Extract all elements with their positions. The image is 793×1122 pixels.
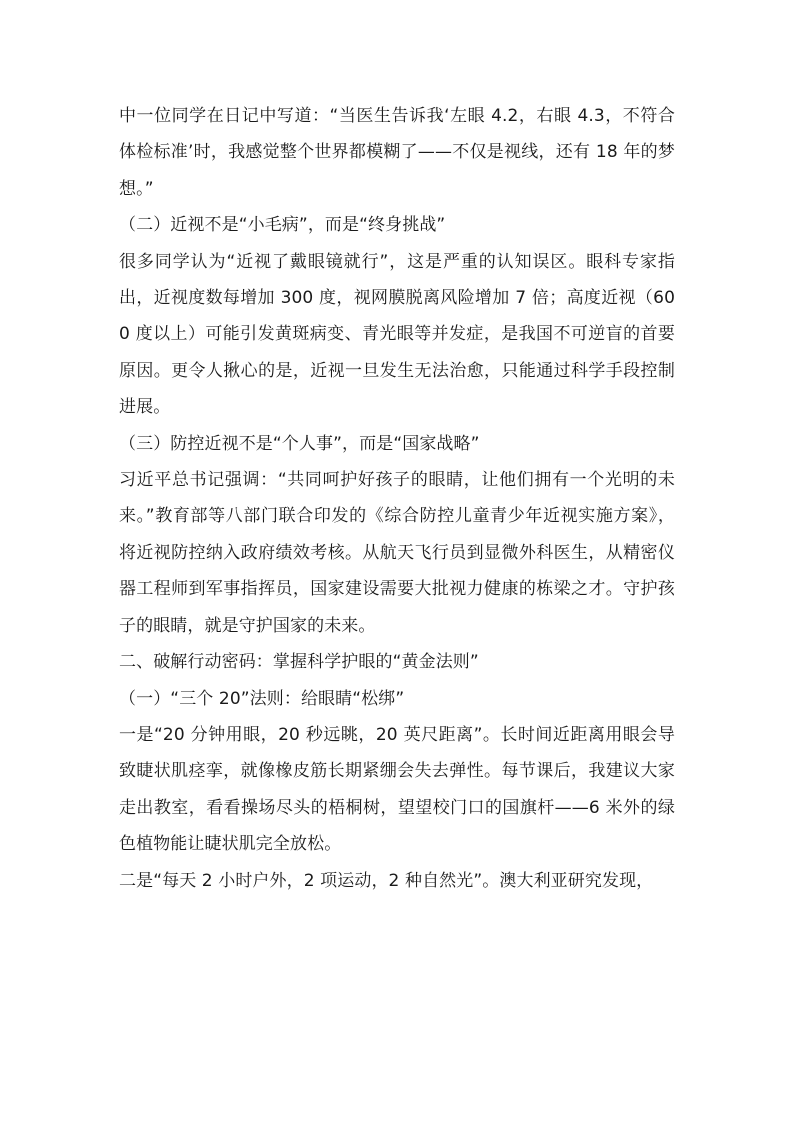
body-paragraph-myopia-risks: 很多同学认为“近视了戴眼镜就行”，这是严重的认知误区。眼科专家指出，近视度数每增加 300 度，视网膜脱离风险增加 7 倍；高度近视（600 度以上）可能引发黄斑病变、青光眼等并发症，是我国不可逆盲的首要原因。更令人揪心的是，近视一旦发生无法治愈，只能通过科学手段控制进展。 — [119, 251, 675, 418]
body-paragraph-diary-quote: 中一位同学在日记中写道：“当医生告诉我‘左眼 4.2，右眼 4.3，不符合体检标准’时，我感觉整个世界都模糊了——不仅是视线，还有 18 年的梦想。” — [119, 106, 675, 199]
body-paragraph-outdoor-time: 二是“每天 2 小时户外，2 项运动，2 种自然光”。澳大利亚研究发现， — [119, 870, 654, 891]
body-paragraph-20-20-20: 一是“20 分钟用眼，20 秒远眺，20 英尺距离”。长时间近距离用眼会导致睫状肌痉挛，就像橡皮筋长期紧绷会失去弹性。每节课后，我建议大家走出教室，看看操场尽头的梧桐树，望望校门口的国旗杆——6 米外的绿色植物能让睫状肌完全放松。 — [119, 724, 675, 855]
document-body — [119, 98, 675, 899]
subheading-national-strategy: （三）防控近视不是“个人事”，而是“国家战略” — [119, 433, 480, 454]
subheading-three-20-rule: （一）“三个 20”法则：给眼睛“松绑” — [119, 688, 405, 709]
subheading-myopia-lifelong-challenge: （二）近视不是“小毛病”，而是“终身挑战” — [119, 215, 446, 236]
section-heading-golden-rules: 二、破解行动密码：掌握科学护眼的“黄金法则” — [119, 652, 479, 673]
body-paragraph-national-policy: 习近平总书记强调：“共同呵护好孩子的眼睛，让他们拥有一个光明的未来。”教育部等八部门联合印发的《综合防控儿童青少年近视实施方案》，将近视防控纳入政府绩效考核。从航天飞行员到显微外科医生，从精密仪器工程师到军事指挥员，国家建设需要大批视力健康的栋梁之才。守护孩子的眼睛，就是守护国家的未来。 — [119, 470, 675, 636]
